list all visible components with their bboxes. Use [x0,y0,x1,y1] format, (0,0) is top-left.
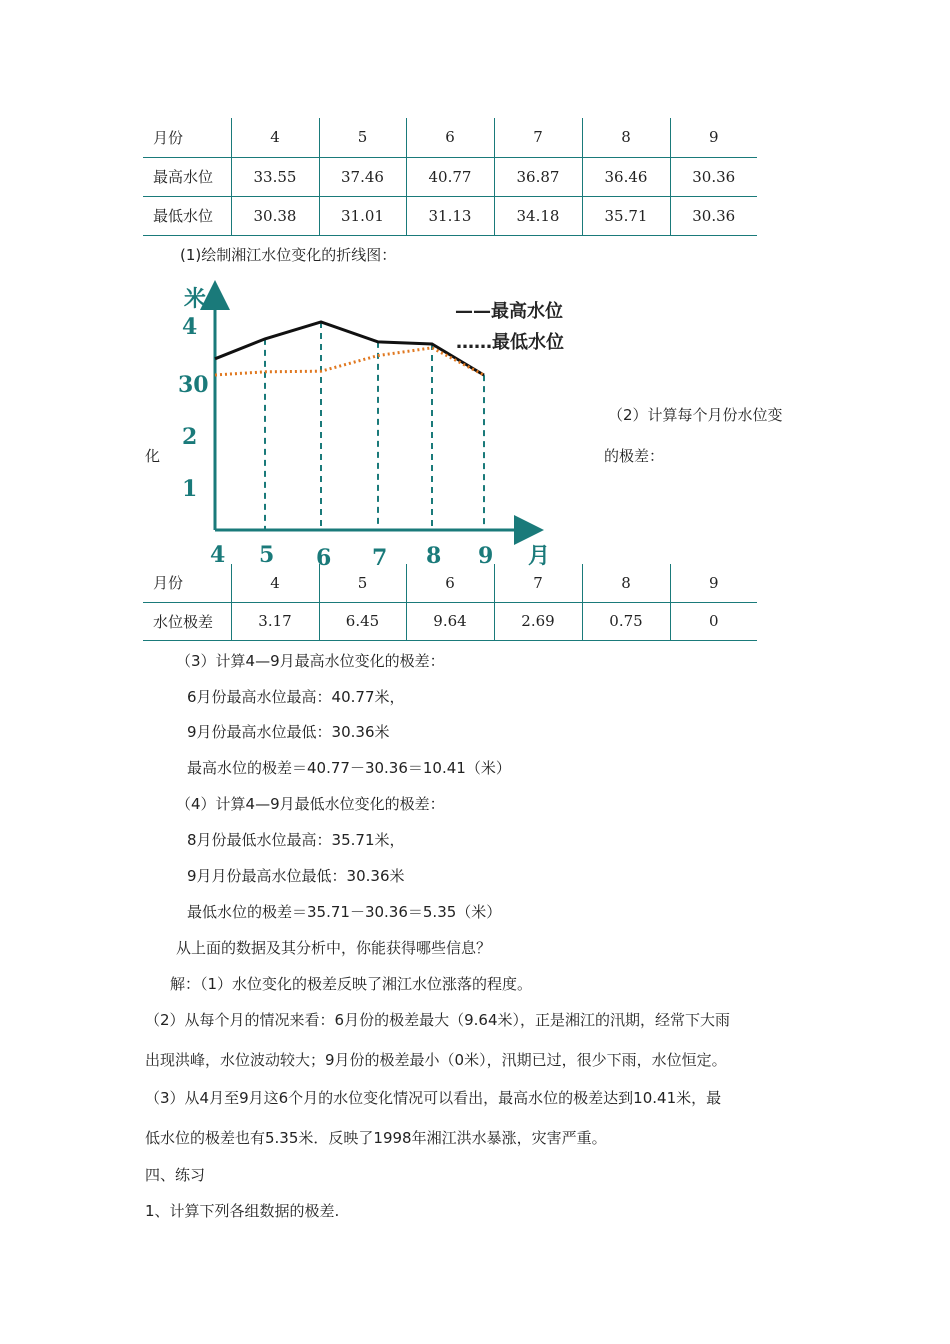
y-tick-label: 30 [178,372,209,398]
value-cell: 0.75 [582,602,670,640]
month-cell: 9 [670,118,757,157]
row-label-min: 最低水位 [143,196,231,235]
value-cell: 30.38 [231,196,319,235]
value-cell: 30.36 [670,196,757,235]
value-cell: 37.46 [319,157,406,196]
month-cell: 8 [582,118,670,157]
step2-text-line1: （2）计算每个月份水位变 [608,406,783,424]
value-cell: 33.55 [231,157,319,196]
y-tick-label: 4 [182,314,198,340]
y-axis-label: 米 [184,286,207,312]
value-cell: 35.71 [582,196,670,235]
section-heading: 四、练习 [145,1166,206,1184]
text-line: （3）从4月至9月这6个月的水位变化情况可以看出，最高水位的极差达到10.41米，最 [145,1089,722,1107]
range-table [143,564,757,641]
x-tick-label: 7 [372,545,388,571]
row-label-range: 水位极差 [143,602,231,640]
header-month-label: 月份 [153,574,184,593]
answer-text: 解：（1）水位变化的极差反映了湘江水位涨落的程度。 [170,975,533,993]
text-line: 9月份最高水位最低：30.36米 [187,723,390,741]
text-line: 低水位的极差也有5.35米．反映了1998年湘江洪水暴涨，灾害严重。 [145,1129,607,1147]
x-axis-label: 月 [528,543,551,569]
value-cell: 0 [670,602,757,640]
exercise-text: 1、计算下列各组数据的极差. [145,1202,340,1220]
month-cell: 6 [406,118,494,157]
x-tick-label: 6 [316,545,332,571]
row-label-max: 最高水位 [143,157,231,196]
value-cell: 31.13 [406,196,494,235]
wrapped-char: 化 [145,447,161,465]
value-cell: 36.87 [494,157,582,196]
value-cell: 31.01 [319,196,406,235]
water-level-line-chart [170,280,600,572]
text-line: 出现洪峰，水位波动较大；9月份的极差最小（0米），汛期已过，很少下雨，水位恒定。 [145,1051,727,1069]
x-tick-label: 9 [478,543,494,569]
legend-max: ——最高水位 [455,301,563,322]
x-tick-label: 5 [259,542,275,568]
value-cell: 40.77 [406,157,494,196]
month-cell: 4 [231,118,319,157]
month-cell: 7 [494,118,582,157]
x-tick-label: 4 [210,542,226,568]
month-cell: 4 [231,564,319,602]
text-line: 最低水位的极差＝35.71－30.36＝5.35（米） [187,903,502,921]
value-cell: 36.46 [582,157,670,196]
value-cell: 3.17 [231,602,319,640]
step4-heading: （4）计算4—9月最低水位变化的极差： [176,795,445,813]
value-cell: 9.64 [406,602,494,640]
text-line: 8月份最低水位最高：35.71米， [187,831,405,849]
step3-heading: （3）计算4—9月最高水位变化的极差： [176,652,445,670]
x-tick-label: 8 [426,543,442,569]
series-line-max [215,322,484,375]
month-cell: 5 [319,564,406,602]
month-cell: 5 [319,118,406,157]
step2-text-line2: 的极差： [604,447,665,465]
value-cell: 2.69 [494,602,582,640]
step1-text: (1)绘制湘江水位变化的折线图： [180,246,397,264]
water-level-table [143,118,757,236]
y-tick-label: 2 [182,424,198,450]
text-line: 最高水位的极差＝40.77－30.36＝10.41（米） [187,759,511,777]
value-cell: 6.45 [319,602,406,640]
month-cell: 7 [494,564,582,602]
month-cell: 6 [406,564,494,602]
month-cell: 8 [582,564,670,602]
y-tick-label: 1 [182,476,198,502]
legend-min: ……最低水位 [456,332,564,353]
header-month-label: 月份 [153,128,184,147]
question-text: 从上面的数据及其分析中，你能获得哪些信息？ [176,939,492,957]
text-line: 9月月份最高水位最低：30.36米 [187,867,405,885]
text-line: 6月份最高水位最高：40.77米， [187,688,405,706]
month-cell: 9 [670,564,757,602]
value-cell: 34.18 [494,196,582,235]
text-line: （2）从每个月的情况来看：6月份的极差最大（9.64米），正是湘江的汛期，经常下大雨 [145,1011,730,1029]
value-cell: 30.36 [670,157,757,196]
